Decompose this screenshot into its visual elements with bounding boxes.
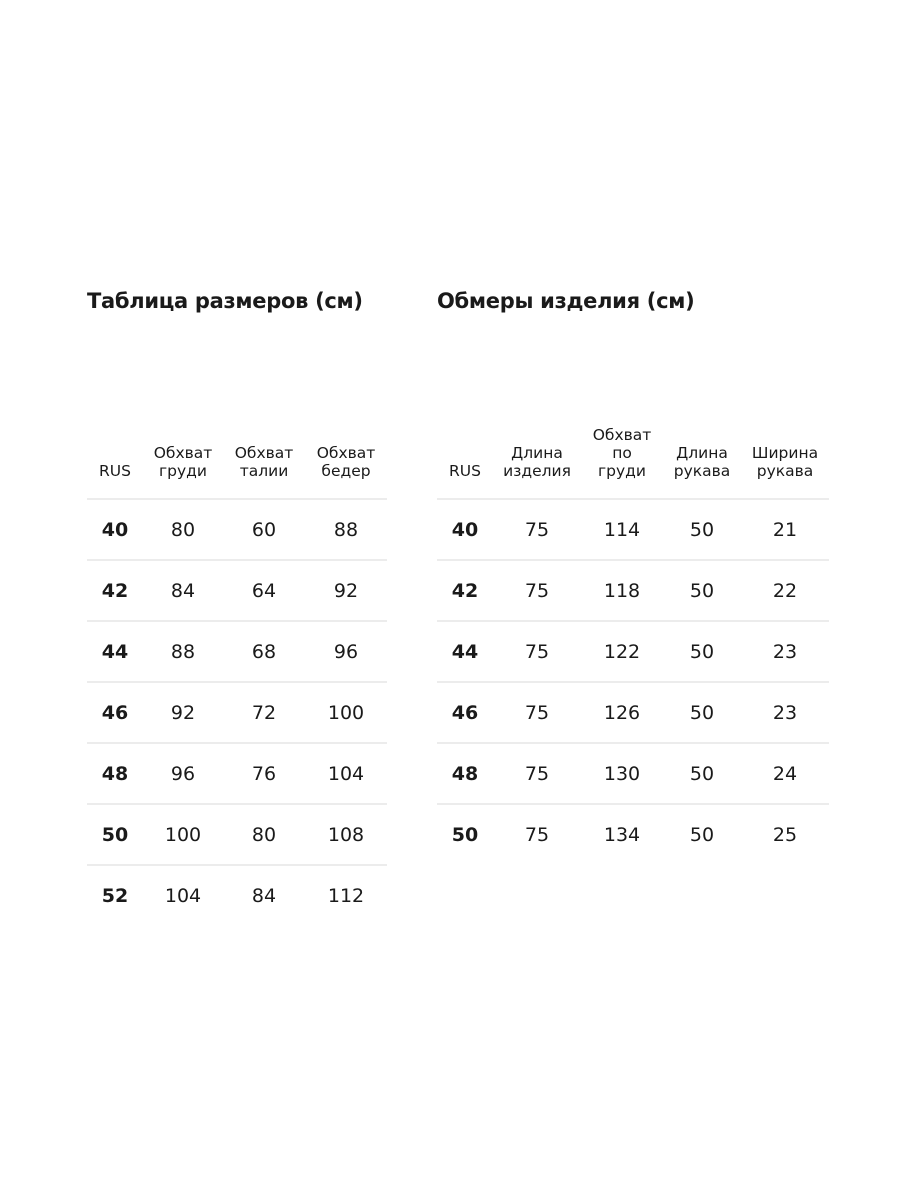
size-cell: 46 <box>87 682 143 743</box>
table-row <box>437 743 829 804</box>
value-cell: 88 <box>143 621 223 682</box>
column-header <box>663 400 741 499</box>
table-row <box>87 560 387 621</box>
value-cell: 96 <box>143 743 223 804</box>
size-cell: 40 <box>87 499 143 560</box>
column-header-line: Обхват <box>153 444 213 462</box>
value-cell: 24 <box>741 743 829 804</box>
column-header-line: RUS <box>99 462 131 480</box>
value-cell: 50 <box>663 682 741 743</box>
value-cell: 84 <box>143 560 223 621</box>
table-row <box>437 804 829 864</box>
size-cell: 50 <box>451 823 479 846</box>
column-header <box>143 400 223 499</box>
column-header <box>223 400 305 499</box>
size-cell: 42 <box>87 560 143 621</box>
value-cell: 92 <box>143 682 223 743</box>
value-cell: 126 <box>581 682 663 743</box>
table-row <box>87 804 387 865</box>
table-row <box>437 560 829 621</box>
value-cell: 21 <box>741 499 829 560</box>
size-chart-title: Таблица размеров (см) <box>87 289 363 313</box>
value-cell: 50 <box>663 499 741 560</box>
column-header-line: рукава <box>756 462 814 480</box>
column-header-line: Длина <box>676 444 728 462</box>
value-cell: 92 <box>305 560 387 621</box>
table-row <box>87 682 387 743</box>
column-header-line: Обхват <box>234 444 294 462</box>
value-cell: 122 <box>581 621 663 682</box>
garment-measurements-title: Обмеры изделия (см) <box>437 289 695 313</box>
value-cell: 75 <box>493 499 581 560</box>
table-row <box>437 621 829 682</box>
value-cell: 100 <box>305 682 387 743</box>
value-cell: 114 <box>581 499 663 560</box>
column-header <box>87 400 143 499</box>
value-cell: 76 <box>223 743 305 804</box>
column-header-line: груди <box>598 462 646 480</box>
value-cell: 50 <box>663 621 741 682</box>
table-row <box>87 865 387 925</box>
value-cell: 134 <box>603 823 641 846</box>
size-cell: 40 <box>437 499 493 560</box>
value-cell: 130 <box>581 743 663 804</box>
column-header <box>581 400 663 499</box>
value-cell: 112 <box>327 884 365 907</box>
value-cell: 104 <box>164 884 202 907</box>
size-cell: 46 <box>437 682 493 743</box>
column-header-line: талии <box>239 462 289 480</box>
table-header-row <box>437 400 829 499</box>
table-header-row <box>87 400 387 499</box>
value-cell: 50 <box>689 823 715 846</box>
value-cell: 75 <box>493 560 581 621</box>
column-header-line: RUS <box>449 462 481 480</box>
column-header-line: Обхват <box>316 444 376 462</box>
value-cell: 104 <box>305 743 387 804</box>
value-cell: 50 <box>663 560 741 621</box>
value-cell: 75 <box>524 823 550 846</box>
value-cell: 84 <box>251 884 277 907</box>
column-header <box>741 400 829 499</box>
value-cell: 75 <box>493 743 581 804</box>
column-header-line: по <box>612 444 632 462</box>
value-cell: 80 <box>143 499 223 560</box>
size-chart-table <box>87 400 387 925</box>
value-cell: 64 <box>223 560 305 621</box>
value-cell: 96 <box>305 621 387 682</box>
table-row <box>437 682 829 743</box>
table-row <box>437 499 829 560</box>
column-header-line: Длина <box>511 444 563 462</box>
column-header <box>437 400 493 499</box>
value-cell: 68 <box>223 621 305 682</box>
garment-measurements-table <box>437 400 829 864</box>
value-cell: 75 <box>493 621 581 682</box>
value-cell: 75 <box>493 682 581 743</box>
size-cell: 44 <box>437 621 493 682</box>
column-header <box>305 400 387 499</box>
value-cell: 25 <box>772 823 798 846</box>
column-header-line: бедер <box>321 462 371 480</box>
column-header-line: Ширина <box>751 444 819 462</box>
value-cell: 50 <box>663 743 741 804</box>
value-cell: 23 <box>741 682 829 743</box>
value-cell: 60 <box>223 499 305 560</box>
size-cell: 52 <box>101 884 129 907</box>
value-cell: 23 <box>741 621 829 682</box>
value-cell: 118 <box>581 560 663 621</box>
value-cell: 72 <box>223 682 305 743</box>
column-header-line: Обхват <box>592 426 652 444</box>
value-cell: 80 <box>223 804 305 865</box>
table-row <box>87 621 387 682</box>
column-header-line: рукава <box>673 462 731 480</box>
column-header <box>493 400 581 499</box>
value-cell: 22 <box>741 560 829 621</box>
value-cell: 100 <box>143 804 223 865</box>
table-row <box>87 499 387 560</box>
column-header-line: груди <box>159 462 207 480</box>
size-cell: 42 <box>437 560 493 621</box>
column-header-line: изделия <box>503 462 571 480</box>
value-cell: 108 <box>305 804 387 865</box>
size-cell: 44 <box>87 621 143 682</box>
size-cell: 50 <box>87 804 143 865</box>
value-cell: 88 <box>305 499 387 560</box>
size-cell: 48 <box>87 743 143 804</box>
table-row <box>87 743 387 804</box>
size-cell: 48 <box>437 743 493 804</box>
